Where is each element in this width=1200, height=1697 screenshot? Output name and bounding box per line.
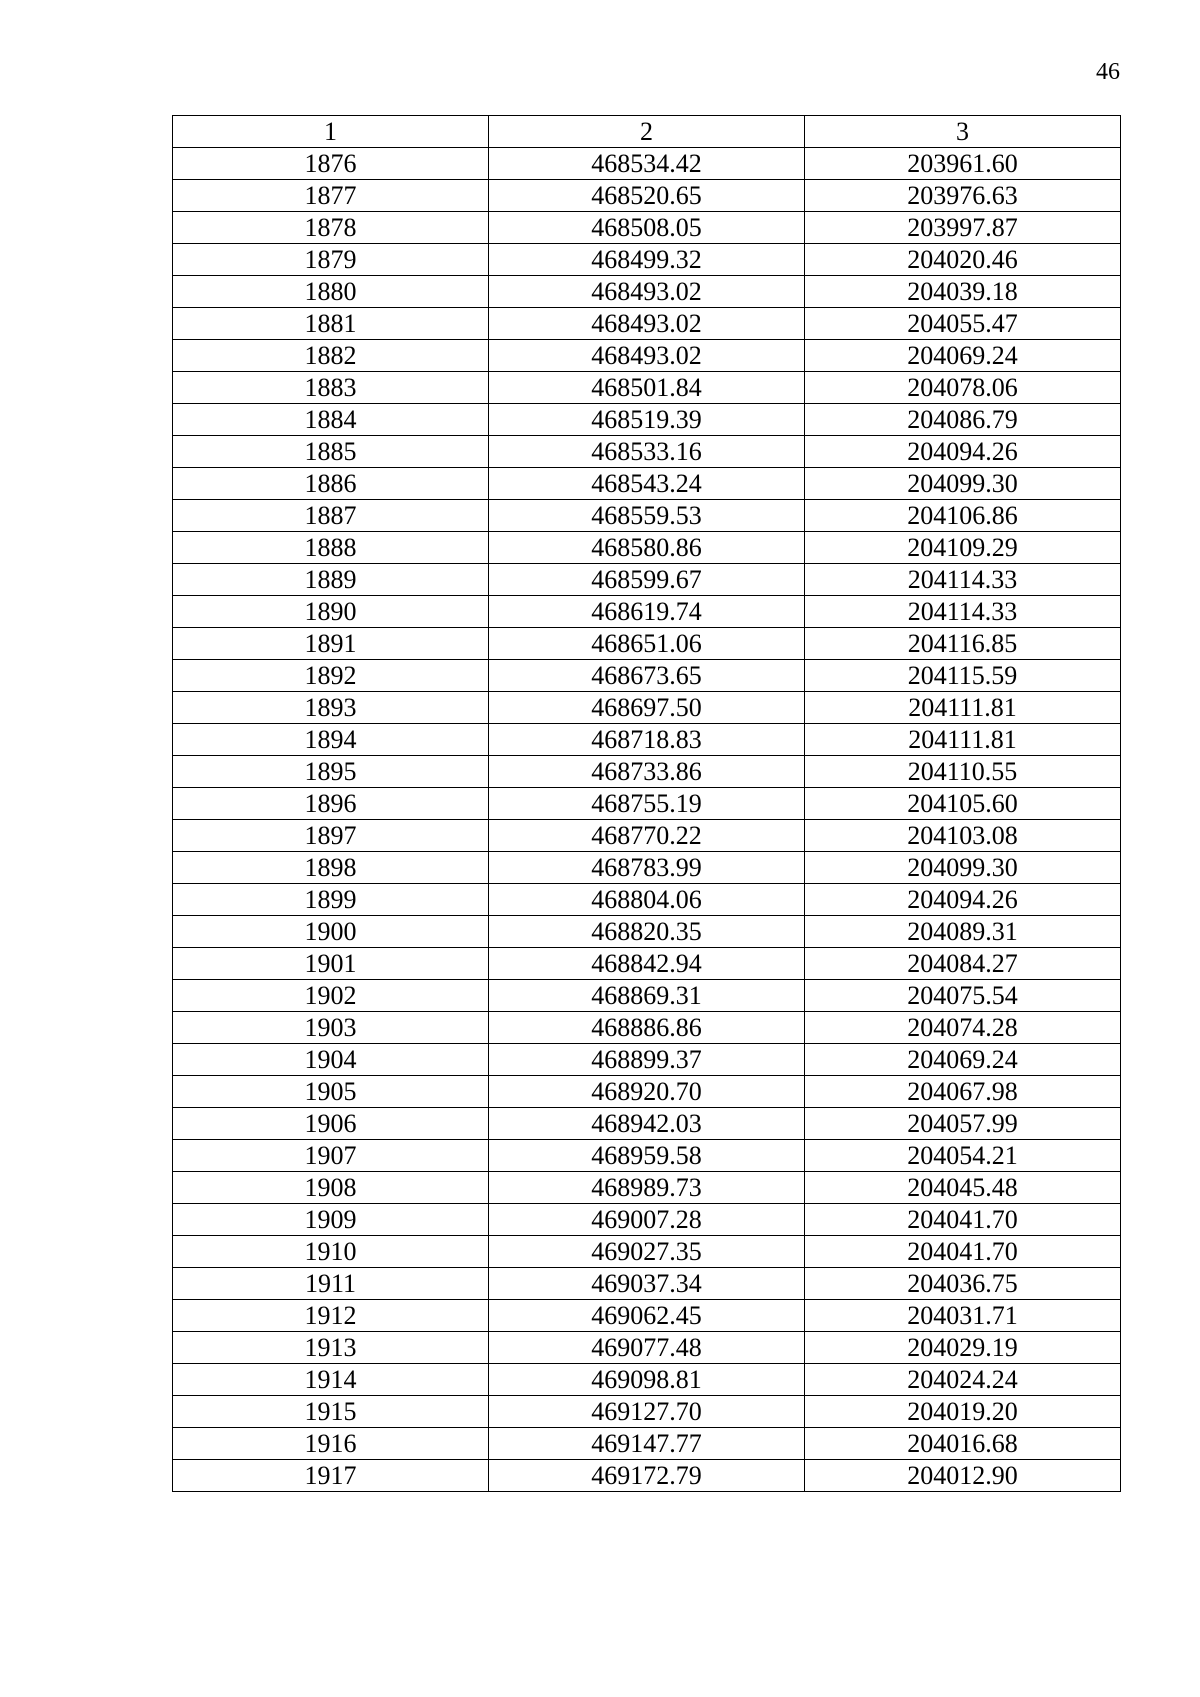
- y-coordinate-cell: 204078.06: [805, 372, 1121, 404]
- point-number-cell: 1895: [173, 756, 489, 788]
- y-coordinate-cell: 204016.68: [805, 1428, 1121, 1460]
- y-coordinate-cell: 204039.18: [805, 276, 1121, 308]
- y-coordinate-cell: 204045.48: [805, 1172, 1121, 1204]
- table-row: [173, 1044, 1121, 1076]
- header-col-3: 3: [805, 116, 1121, 148]
- x-coordinate-cell: 468673.65: [489, 660, 805, 692]
- x-coordinate-cell: 468718.83: [489, 724, 805, 756]
- y-coordinate-cell: 204114.33: [805, 596, 1121, 628]
- table-row: [173, 788, 1121, 820]
- table-row: [173, 244, 1121, 276]
- x-coordinate-cell: 469062.45: [489, 1300, 805, 1332]
- point-number-cell: 1882: [173, 340, 489, 372]
- y-coordinate-cell: 204054.21: [805, 1140, 1121, 1172]
- table-header-row: [173, 116, 1121, 148]
- x-coordinate-cell: 468519.39: [489, 404, 805, 436]
- table-row: [173, 1396, 1121, 1428]
- point-number-cell: 1911: [173, 1268, 489, 1300]
- x-coordinate-cell: 469172.79: [489, 1460, 805, 1492]
- x-coordinate-cell: 468989.73: [489, 1172, 805, 1204]
- x-coordinate-cell: 468886.86: [489, 1012, 805, 1044]
- table-row: [173, 756, 1121, 788]
- point-number-cell: 1881: [173, 308, 489, 340]
- point-number-cell: 1884: [173, 404, 489, 436]
- y-coordinate-cell: 204115.59: [805, 660, 1121, 692]
- point-number-cell: 1917: [173, 1460, 489, 1492]
- table-row: [173, 596, 1121, 628]
- y-coordinate-cell: 204106.86: [805, 500, 1121, 532]
- table-row: [173, 148, 1121, 180]
- y-coordinate-cell: 204105.60: [805, 788, 1121, 820]
- y-coordinate-cell: 204019.20: [805, 1396, 1121, 1428]
- point-number-cell: 1899: [173, 884, 489, 916]
- y-coordinate-cell: 204012.90: [805, 1460, 1121, 1492]
- table-row: [173, 180, 1121, 212]
- y-coordinate-cell: 203961.60: [805, 148, 1121, 180]
- point-number-cell: 1915: [173, 1396, 489, 1428]
- point-number-cell: 1896: [173, 788, 489, 820]
- y-coordinate-cell: 204109.29: [805, 532, 1121, 564]
- x-coordinate-cell: 468820.35: [489, 916, 805, 948]
- x-coordinate-cell: 468499.32: [489, 244, 805, 276]
- x-coordinate-cell: 468770.22: [489, 820, 805, 852]
- table-body: [173, 148, 1121, 1492]
- table-row: [173, 372, 1121, 404]
- table-row: [173, 1172, 1121, 1204]
- table-row: [173, 1140, 1121, 1172]
- table-row: [173, 404, 1121, 436]
- table-row: [173, 340, 1121, 372]
- point-number-cell: 1908: [173, 1172, 489, 1204]
- table-row: [173, 468, 1121, 500]
- x-coordinate-cell: 468501.84: [489, 372, 805, 404]
- x-coordinate-cell: 468755.19: [489, 788, 805, 820]
- table-row: [173, 1332, 1121, 1364]
- table-row: [173, 948, 1121, 980]
- point-number-cell: 1913: [173, 1332, 489, 1364]
- point-number-cell: 1891: [173, 628, 489, 660]
- y-coordinate-cell: 204069.24: [805, 340, 1121, 372]
- table-row: [173, 980, 1121, 1012]
- point-number-cell: 1909: [173, 1204, 489, 1236]
- y-coordinate-cell: 204089.31: [805, 916, 1121, 948]
- point-number-cell: 1888: [173, 532, 489, 564]
- y-coordinate-cell: 204094.26: [805, 436, 1121, 468]
- point-number-cell: 1905: [173, 1076, 489, 1108]
- y-coordinate-cell: 204069.24: [805, 1044, 1121, 1076]
- point-number-cell: 1902: [173, 980, 489, 1012]
- x-coordinate-cell: 469007.28: [489, 1204, 805, 1236]
- x-coordinate-cell: 468920.70: [489, 1076, 805, 1108]
- x-coordinate-cell: 468580.86: [489, 532, 805, 564]
- y-coordinate-cell: 204074.28: [805, 1012, 1121, 1044]
- table-row: [173, 1204, 1121, 1236]
- point-number-cell: 1879: [173, 244, 489, 276]
- x-coordinate-cell: 469077.48: [489, 1332, 805, 1364]
- x-coordinate-cell: 468520.65: [489, 180, 805, 212]
- x-coordinate-cell: 468651.06: [489, 628, 805, 660]
- x-coordinate-cell: 469147.77: [489, 1428, 805, 1460]
- y-coordinate-cell: 204099.30: [805, 468, 1121, 500]
- page-number: 46: [1096, 59, 1120, 85]
- x-coordinate-cell: 468493.02: [489, 308, 805, 340]
- table-row: [173, 1428, 1121, 1460]
- table-row: [173, 820, 1121, 852]
- y-coordinate-cell: 204075.54: [805, 980, 1121, 1012]
- table-row: [173, 1076, 1121, 1108]
- y-coordinate-cell: 204029.19: [805, 1332, 1121, 1364]
- point-number-cell: 1898: [173, 852, 489, 884]
- x-coordinate-cell: 468804.06: [489, 884, 805, 916]
- table-row: [173, 308, 1121, 340]
- x-coordinate-cell: 468842.94: [489, 948, 805, 980]
- point-number-cell: 1901: [173, 948, 489, 980]
- y-coordinate-cell: 204057.99: [805, 1108, 1121, 1140]
- table-row: [173, 1300, 1121, 1332]
- point-number-cell: 1906: [173, 1108, 489, 1140]
- y-coordinate-cell: 204084.27: [805, 948, 1121, 980]
- table-row: [173, 436, 1121, 468]
- x-coordinate-cell: 468942.03: [489, 1108, 805, 1140]
- header-col-2: 2: [489, 116, 805, 148]
- point-number-cell: 1877: [173, 180, 489, 212]
- point-number-cell: 1907: [173, 1140, 489, 1172]
- y-coordinate-cell: 204067.98: [805, 1076, 1121, 1108]
- point-number-cell: 1889: [173, 564, 489, 596]
- point-number-cell: 1893: [173, 692, 489, 724]
- table-row: [173, 532, 1121, 564]
- table-row: [173, 916, 1121, 948]
- x-coordinate-cell: 469027.35: [489, 1236, 805, 1268]
- table-row: [173, 500, 1121, 532]
- table-row: [173, 1108, 1121, 1140]
- y-coordinate-cell: 204094.26: [805, 884, 1121, 916]
- y-coordinate-cell: 204111.81: [805, 724, 1121, 756]
- y-coordinate-cell: 204020.46: [805, 244, 1121, 276]
- y-coordinate-cell: 204055.47: [805, 308, 1121, 340]
- y-coordinate-cell: 204041.70: [805, 1204, 1121, 1236]
- x-coordinate-cell: 468533.16: [489, 436, 805, 468]
- point-number-cell: 1885: [173, 436, 489, 468]
- point-number-cell: 1878: [173, 212, 489, 244]
- point-number-cell: 1890: [173, 596, 489, 628]
- point-number-cell: 1876: [173, 148, 489, 180]
- x-coordinate-cell: 468869.31: [489, 980, 805, 1012]
- x-coordinate-cell: 468493.02: [489, 276, 805, 308]
- x-coordinate-cell: 468959.58: [489, 1140, 805, 1172]
- table-row: [173, 1268, 1121, 1300]
- x-coordinate-cell: 468493.02: [489, 340, 805, 372]
- point-number-cell: 1880: [173, 276, 489, 308]
- table-row: [173, 884, 1121, 916]
- point-number-cell: 1894: [173, 724, 489, 756]
- point-number-cell: 1897: [173, 820, 489, 852]
- x-coordinate-cell: 468543.24: [489, 468, 805, 500]
- point-number-cell: 1886: [173, 468, 489, 500]
- y-coordinate-cell: 204114.33: [805, 564, 1121, 596]
- x-coordinate-cell: 469037.34: [489, 1268, 805, 1300]
- table-header: [173, 116, 1121, 148]
- point-number-cell: 1892: [173, 660, 489, 692]
- x-coordinate-cell: 468619.74: [489, 596, 805, 628]
- x-coordinate-cell: 468899.37: [489, 1044, 805, 1076]
- x-coordinate-cell: 468599.67: [489, 564, 805, 596]
- y-coordinate-cell: 204099.30: [805, 852, 1121, 884]
- table-row: [173, 628, 1121, 660]
- y-coordinate-cell: 204041.70: [805, 1236, 1121, 1268]
- y-coordinate-cell: 204086.79: [805, 404, 1121, 436]
- table-row: [173, 212, 1121, 244]
- y-coordinate-cell: 204036.75: [805, 1268, 1121, 1300]
- x-coordinate-cell: 468508.05: [489, 212, 805, 244]
- x-coordinate-cell: 469127.70: [489, 1396, 805, 1428]
- point-number-cell: 1883: [173, 372, 489, 404]
- point-number-cell: 1912: [173, 1300, 489, 1332]
- x-coordinate-cell: 468559.53: [489, 500, 805, 532]
- coordinates-table: [172, 115, 1121, 1492]
- y-coordinate-cell: 203997.87: [805, 212, 1121, 244]
- x-coordinate-cell: 468697.50: [489, 692, 805, 724]
- point-number-cell: 1900: [173, 916, 489, 948]
- y-coordinate-cell: 204110.55: [805, 756, 1121, 788]
- x-coordinate-cell: 468733.86: [489, 756, 805, 788]
- point-number-cell: 1887: [173, 500, 489, 532]
- table-row: [173, 692, 1121, 724]
- y-coordinate-cell: 203976.63: [805, 180, 1121, 212]
- table-row: [173, 660, 1121, 692]
- table-row: [173, 1364, 1121, 1396]
- y-coordinate-cell: 204031.71: [805, 1300, 1121, 1332]
- y-coordinate-cell: 204103.08: [805, 820, 1121, 852]
- header-col-1: 1: [173, 116, 489, 148]
- table-row: [173, 564, 1121, 596]
- table-row: [173, 1012, 1121, 1044]
- table-row: [173, 1236, 1121, 1268]
- table-row: [173, 724, 1121, 756]
- x-coordinate-cell: 469098.81: [489, 1364, 805, 1396]
- table-row: [173, 1460, 1121, 1492]
- table-row: [173, 276, 1121, 308]
- point-number-cell: 1904: [173, 1044, 489, 1076]
- y-coordinate-cell: 204024.24: [805, 1364, 1121, 1396]
- point-number-cell: 1903: [173, 1012, 489, 1044]
- point-number-cell: 1910: [173, 1236, 489, 1268]
- table-row: [173, 852, 1121, 884]
- point-number-cell: 1916: [173, 1428, 489, 1460]
- x-coordinate-cell: 468783.99: [489, 852, 805, 884]
- y-coordinate-cell: 204116.85: [805, 628, 1121, 660]
- x-coordinate-cell: 468534.42: [489, 148, 805, 180]
- point-number-cell: 1914: [173, 1364, 489, 1396]
- y-coordinate-cell: 204111.81: [805, 692, 1121, 724]
